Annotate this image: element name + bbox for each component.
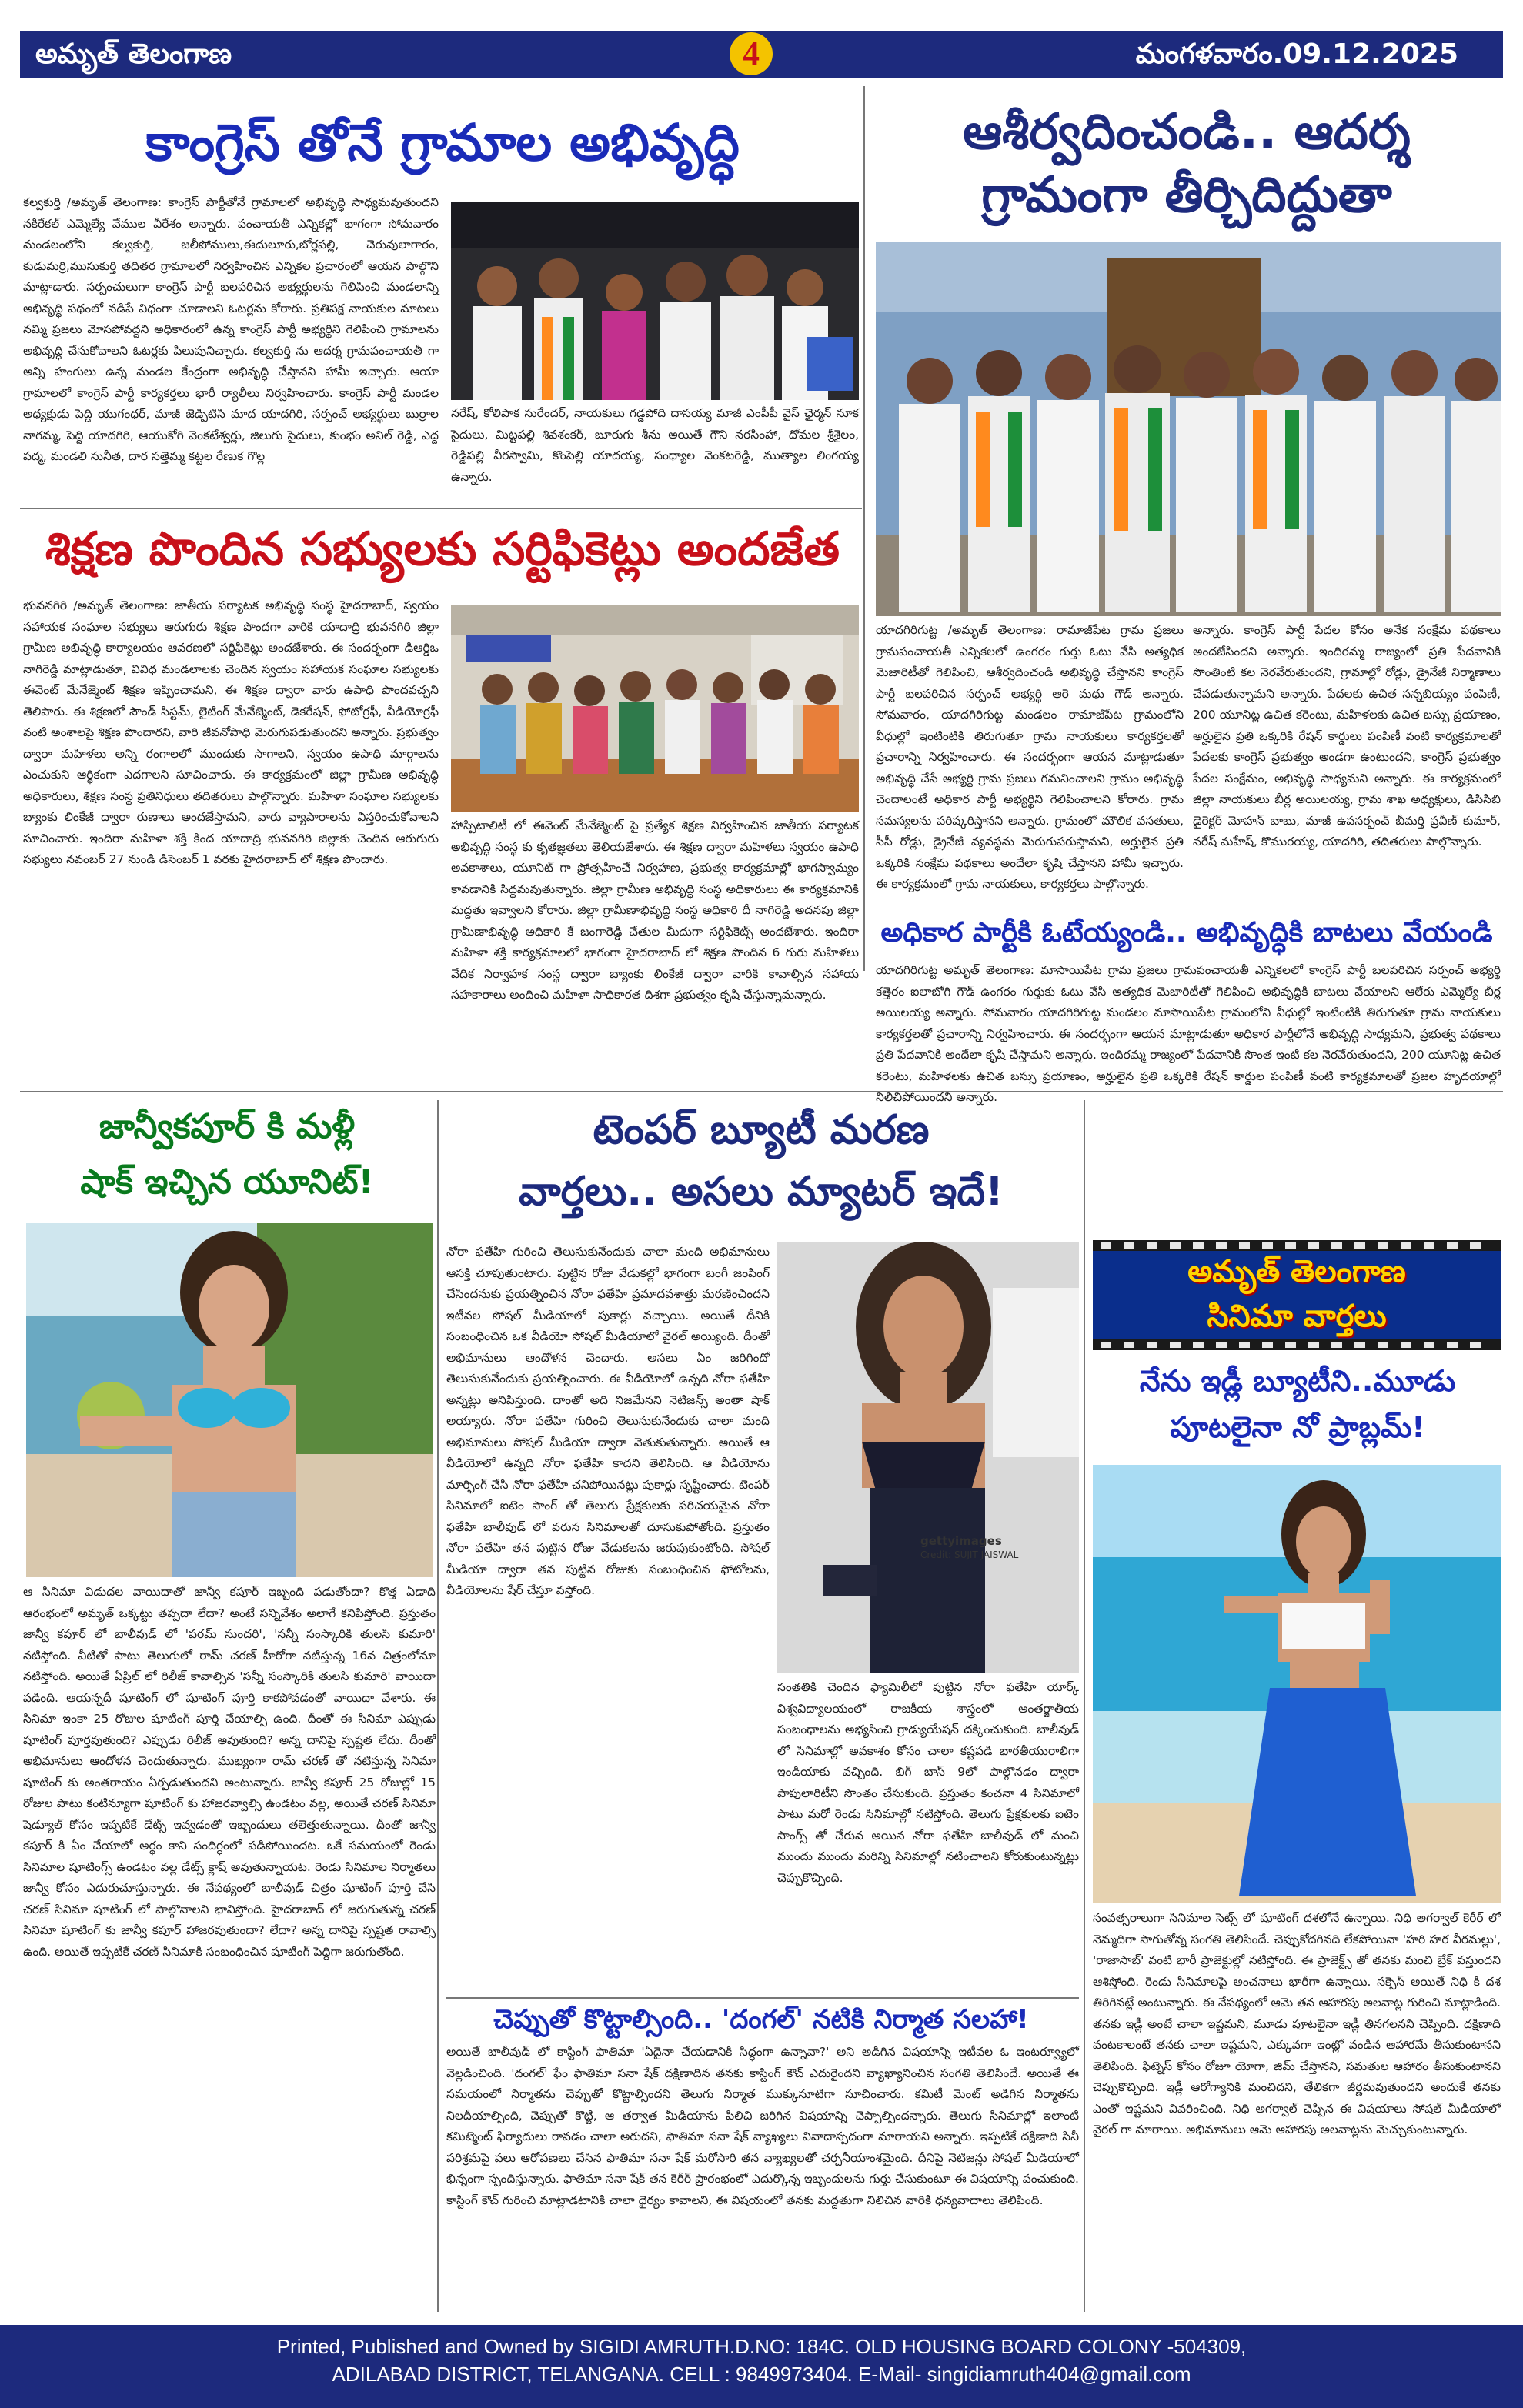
story7-body: సంవత్సరాలుగా సినిమాల సెట్స్ లో షూటింగ్ దశలోనే ఉన్నాయి. నిధి అగర్వాల్ కెరీర్ లో నెమ్మదిగా సాగుతోన్న సంగతి తెలిసిందే. చెప్పుకోదగినది లేకపోయినా 'హరి హర వీరమల్లు', 'రాజాసాబ్' వంటి భారీ ప్రాజెక్టుల్లో నటిస్తోంది. ఈ ప్రాజెక్ట్స్ తో తనకు మంచి బ్రేక్ వస్తుందని ఆశిస్తోంది. రెండు సినిమాలపై అంచనాలు భారీగా ఉన్నాయి. సక్సెస్ అయితే నిధి కి దశ తిరిగినట్లే అంటున్నారు. ఈ నేపథ్యంలో ఆమె తన ఆహారపు అలవాట్ల గురించి మాట్లాడింది. తనకు ఇడ్లీ అంటే చాలా ఇష్టమని, మూడు పూటలైనా ఇడ్లీ తినగలనని చెప్పింది. దక్షిణాది వంటకాలంటే తనకు చాలా ఇష్టమని, ఎక్కువగా ఇంట్లో వండిన ఆహారమే తీసుకుంటానని తెలిపింది. ఫిట్నెస్ కోసం రోజూ యోగా, జిమ్ చేస్తానని, సమతుల ఆహారం తీసుకుంటానని చెప్పుకొచ్చింది. ఇడ్లీ ఆరోగ్యానికి మంచిదని, తేలికగా జీర్ణమవుతుందని అందుకే తనకు ఎంతో ఇష్టమని వివరించింది. నిధి అగర్వాల్ చెప్పిన ఈ విషయాలు సోషల్ మీడియాలో వైరల్ గా మారాయి. అభిమానులు ఆమె ఆహారపు అలవాట్లను మెచ్చుకుంటున్నారు. (1093, 1911, 1501, 2136)
cinema-banner-subtitle: సినిమా వార్తలు (1207, 1299, 1387, 1334)
story3-headline: శిక్షణ పొందిన సభ్యులకు సర్టిఫికెట్లు అందజేత (45, 522, 840, 576)
story4-body: ఆ సినిమా విడుదల వాయిదాతో జాన్వీ కపూర్ ఇబ్బంది పడుతోందా? కొత్త ఏడాది ఆరంభంలో అమృత్ ఒక్కట్టు తప్పదా లేదా? అంటే సన్నివేశం అలాగే కనిపిస్తోంది. ప్రస్తుతం జాన్వీ కపూర్ లో బాలీవుడ్ లో 'పరమ్ సుందరి', 'సన్నీ సంస్కారికి తులసి కుమారి' నటిస్తోంది. వీటితో పాటు తెలుగులో రామ్ చరణ్ హీరోగా నటిస్తున్న 16వ చిత్రంలోనూ నటిస్తోంది. అయితే ఏప్రిల్ లో రిలీజ్ కావాల్సిన 'సన్నీ సంస్కారికి తులసి కుమారి' వాయిదా పడింది. ఆయన్నదీ షూటింగ్ లో షూటింగ్ పూర్తి కాకపోవడంతో వాయిదా వేశారు. ఈ సినిమా ఇంకా 25 రోజుల షూటింగ్ పూర్తి చేయాల్సి ఉంది. దీంతో ఈ సినిమా ఎప్పుడు షూటింగ్ పూర్తవుతుంది? ఎప్పుడు రిలీజ్ అవుతుంది? అన్న దానిపై స్పష్టత లేదు. దీంతో అభిమానులు ఆందోళన చెందుతున్నారు. ముఖ్యంగా రామ్ చరణ్ తో నటిస్తున్న సినిమా షూటింగ్ కు అంతరాయం ఏర్పడుతుందని అంటున్నారు. జాన్వీ కపూర్ 25 రోజుల్లో 15 రోజుల పాటు కంటిన్యూగా షూటింగ్ కు హాజరవ్వాల్సి ఉండటం వల్ల, అయితే చరణ్ సినిమా షెడ్యూల్ కోసం ఇప్పటికే డేట్స్ ఇవ్వడంతో ఇబ్బందులు తలెత్తుతున్నాయి. దీంతో జాన్వీ కపూర్ కి ఏం చేయాలో అర్థం కాని సందిగ్ధంలో పడిపోయిందట. ఒకే సమయంలో రెండు సినిమాల షూటింగ్స్ ఉండటం వల్ల డేట్స్ క్లాష్ అవుతున్నాయట. రెండు సినిమాల నిర్మాతలు జాన్వీ కోసం ఎదురుచూస్తున్నారు. ఈ నేపథ్యంలో బాలీవుడ్ చిత్రం షూటింగ్ పూర్తి చేసి చరణ్ సినిమా షూటింగ్ లో పాల్గొనాలని భావిస్తోంది. హైదరాబాద్ లో జరుగుతున్న చరణ్ సినిమా షూటింగ్ కు జాన్వీ కపూర్ హాజరవుతుందా? లేదా? అన్న దానిపై స్పష్టత రావాల్సి ఉంది. అయితే ఇప్పటికే చరణ్ సినిమాకి సంబంధించిన షూటింగ్ పెద్దిగా జరుగుతోంది. (23, 1585, 436, 1959)
column-divider (863, 86, 865, 971)
section-divider (20, 1091, 1503, 1092)
story7-headline-line1: నేను ఇడ్లీ బ్యూటీని..మూడు (1139, 1364, 1456, 1398)
story1-caption: నరేష్, కోలిపాక సురేందర్, నాయకులు గడ్డపోది దాసయ్య మాజీ ఎంపీపీ వైస్ ఛైర్మన్ నూక సైదులు, మిట్టపల్లి శివశంకర్, బూరుగు శీను అయితే గౌని నరసింహా, దోమల శ్రీశైలం, రెడ్డిపల్లి వీరస్వామి, కొంపెల్లి యాదయ్య, సంధ్యాల వెంకటరెడ్డి, ముత్యాల లింగయ్య ఉన్నారు. (451, 406, 859, 484)
section-divider (20, 508, 862, 509)
story4-headline-line1: జాన్వీకపూర్ కి మళ్లీ (99, 1107, 356, 1146)
story3-body-col1: భువనగిరి /అమృత్ తెలంగాణ: జాతీయ పర్యాటక అభివృద్ధి సంస్థ హైదరాబాద్, స్వయం సహాయక సంఘాల సభ్యులు ఆరుగురు శిక్షణ పొందగా వారికి యాదాద్రి భువనగిరి జిల్లా గ్రామీణ అభివృద్ధి కార్యాలయం ఆవరణలో సర్టిఫికెట్లు అందజేశారు. ఈ సందర్భంగా డిఆర్డిఒ నాగిరెడ్డి మాట్లాడుతూ, వివిధ మండలాలకు చెందిన స్వయం సహాయక సంఘాల సభ్యులకు ఈవెంట్ మేనేజ్మెంట్ శిక్షణ ఇప్పించామని, ఈ శిక్షణ ద్వారా వారు ఉపాధి పొందవచ్చని తెలిపారు. ఈ శిక్షణలో సౌండ్ సిస్టమ్, లైటింగ్ మేనేజ్మెంట్, డెకరేషన్, ఫోటోగ్రఫీ, వీడియోగ్రఫీ వంటి అంశాలపై శిక్షణ పొందారని, వారి జీవనోపాధి మెరుగుపడుతుందని అన్నారు. ప్రభుత్వం ద్వారా మహిళలు అన్ని రంగాలలో ముందుకు సాగాలని, స్వయం ఉపాధి మార్గాలను ఎంచుకుని ఆర్థికంగా ఎదగాలని సూచించారు. ఈ కార్యక్రమంలో జిల్లా గ్రామీణ అభివృద్ధి అధికారులు, శిక్షణ సంస్థ ప్రతినిధులు తదితరులు పాల్గొన్నారు. మహిళా సంఘాల సభ్యులకు బ్యాంకు లింకేజీ ద్వారా రుణాలు అందజేస్తామని, వారు వ్యాపారాలను విస్తరించుకోవాలని సూచించారు. ఇందిరా మహిళా శక్తి కింద యాదాద్రి భువనగిరి జిల్లాకు చెందిన ఆరుగురు సభ్యులు నవంబర్ 27 నుండి డిసెంబర్ 1 వరకు హైదరాబాద్ లో శిక్షణ పొందారు. (23, 599, 439, 866)
page-number-badge: 4 (730, 32, 773, 75)
story2-sub-body: యాదగిరిగుట్ట అమృత్ తెలంగాణ: మాసాయిపేట గ్రామ ప్రజలు గ్రామపంచాయతీ ఎన్నికలలో కాంగ్రెస్ పార్టీ బలపరిచిన సర్పంచ్ అభ్యర్థి కత్తెరం ఐలాబోగి గౌడ్ ఉంగరం గుర్తుకు ఓటు వేసి అత్యధిక మెజారిటీతో గెలిపించి అభివృద్ధికి బాటలు వేయాలని ఆలేరు ఎమ్మెల్యే బీర్ల అయిలయ్య అన్నారు. సోమవారం యాదగిరిగుట్ట మండలం మాసాయిపేట గ్రామంలోని వీధుల్లో ఇంటింటికి తిరుగుతూ గ్రామ నాయకులు కార్యకర్తలతో ప్రచారాన్ని నిర్వహించారు. ఈ సందర్భంగా ఆయన మాట్లాడుతూ అధికార పార్టీలోనే అభివృద్ధి సాధ్యమని, ప్రభుత్వ పథకాలు ప్రతి పేదవానికి అందేలా కృషి చేస్తామని అన్నారు. ఇందిరమ్మ రాజ్యంలో పేదవానికి సొంత ఇంటి కల నెరవేరుతుందని, 200 యూనిట్ల ఉచిత కరెంటు, మహిళలకు ఉచిత బస్సు ప్రయాణం, అర్హులైన ప్రతి ఒక్కరికి రేషన్ కార్డుల పంపిణీ వంటి కార్యక్రమాలతో ప్రజల హృదయాల్లో నిలిచిపోయిందని అన్నారు. (876, 963, 1501, 1104)
photo-credit-text: Credit: SUJIT JAISWAL (920, 1549, 1019, 1560)
cinema-banner-title: అమృత్ తెలంగాణ (1187, 1254, 1406, 1289)
story4-headline-line2: షాక్ ఇచ్చిన యూనిట్! (80, 1162, 374, 1202)
footer-line1: Printed, Published and Owned by SIGIDI AMRUTH.D.NO: 184C. OLD HOUSING BOARD COLONY -504309, (276, 2335, 1247, 2358)
story5-body-col1: నోరా ఫతేహి గురించి తెలుసుకునేందుకు చాలా మంది అభిమానులు ఆసక్తి చూపుతుంటారు. పుట్టిన రోజు వేడుకల్లో భాగంగా బంగీ జంపింగ్ చేసిందనుకు ప్రయత్నించిన నోరా ఫతేహి ప్రమాదవశాత్తు మరణించిందని ఇటీవల సోషల్ మీడియాలో పుకార్లు వచ్చాయి. అయితే దీనికి సంబంధించిన ఒక వీడియో సోషల్ మీడియాలో వైరల్ అయ్యింది. దీంతో అభిమానులు ఆందోళన చెందారు. అసలు ఏం జరిగిందో తెలుసుకునేందుకు ప్రయత్నించారు. ఈ వీడియోలో ఉన్నది నోరా ఫతేహి అన్నట్లు అనిపిస్తుంది. దాంతో అది నిజమేనని నెటిజన్స్ అంతా షాక్ అయ్యారు. నోరా ఫతేహి గురించి తెలుసుకునేందుకు చాలా మంది అభిమానులు సోషల్ మీడియా ద్వారా వెతుకుతున్నారు. అయితే ఆ వీడియోలో ఉన్నది నోరా ఫతేహి కాదని తెలిసింది. ఆ వీడియోను మార్ఫింగ్ చేసి నోరా ఫతేహి చనిపోయినట్లు పుకార్లు సృష్టించారు. టెంపర్ సినిమాలో ఐటెం సాంగ్ తో తెలుగు ప్రేక్షకులకు పరిచయమైన నోరా ఫతేహి బాలీవుడ్ లో వరుస సినిమాలతో దూసుకుపోతోంది. ప్రస్తుతం నోరా ఫతేహి తన పుట్టిన రోజు వేడుకలను జరుపుకుంటోంది. సోషల్ మీడియా ద్వారా తన పుట్టిన రోజుకు సంబంధించిన ఫోటోలను, వీడియోలను షేర్ చేస్తూ వస్తోంది. (446, 1245, 770, 1597)
story5-headline-line1: టెంపర్ బ్యూటీ మరణ (593, 1107, 930, 1153)
story2-body-col2: అన్నారు. కాంగ్రెస్ పార్టీ పేదల కోసం అనేక సంక్షేమ పథకాలు అందజేసిందని అన్నారు. ఇందిరమ్మ రాజ్యంలో ప్రతి పేదవానికి సొంతింటి కల నెరవేరుతుందని, గ్రామాల్లో రోడ్లు, డ్రైనేజీ నిర్మాణాలు చేపడుతున్నామని అన్నారు. పేదలకు ఉచిత సన్నబియ్యం పంపిణీ, 200 యూనిట్ల ఉచిత కరెంటు, మహిళలకు ఉచిత బస్సు ప్రయాణం, అర్హులైన ప్రతి ఒక్కరికి రేషన్ కార్డులు పంపిణీ వంటి కార్యక్రమాలతో పేదలకు కాంగ్రెస్ ప్రభుత్వం అండగా ఉంటుందని, కాంగ్రెస్ ప్రభుత్వం పేదల సంక్షేమం, అభివృద్ధి సాధ్యమని అన్నారు. ఈ కార్యక్రమంలో జిల్లా నాయకులు బీర్ల అయిలయ్య, గ్రామ శాఖ అధ్యక్షులు, డిసిసిబి డైరెక్టర్ మోహన్ బాబు, మాజీ ఉపసర్పంచ్ బీమర్తి ప్రవీణ్ కుమార్, నరేష్ మహేష్, కొమురయ్య, యాదగిరి, తదితరులు పాల్గొన్నారు. (1193, 623, 1501, 849)
story2-photo (876, 242, 1501, 616)
story2-headline-line1: ఆశీర్వదించండి.. ఆదర్శ (963, 104, 1411, 161)
story6-body: అయితే బాలీవుడ్ లో కాస్టింగ్ ఫాతిమా 'ఏదైనా చేయడానికి సిద్ధంగా ఉన్నావా?' అని అడిగిన విషయాన్ని ఇటీవల ఓ ఇంటర్వ్యూలో వెల్లడించింది. 'దంగల్' ఫేం ఫాతిమా సనా షేక్ దక్షిణాదిన తనకు కాస్టింగ్ కౌచ్ ఎదురైందని వ్యాఖ్యానించిన సంగతి తెలిసిందే. అయితే ఈ సమయంలో నిర్మాతను చెప్పుతో కొట్టాల్సిందని తెలుగు నిర్మాత ముక్కుసూటిగా సూచించారు. కమిటీ మెంట్ అడిగిన నిర్మాతను నిలదీయాల్సింది, చెప్పుతో కొట్టి, ఆ తర్వాత మీడియాను పిలిచి జరిగిన విషయాన్ని చెప్పాల్సిందన్నారు. తెలుగు సినిమాల్లో ఇలాంటి కమిట్మెంట్ ఫిర్యాదులు రావడం చాలా అరుదని, ఫాతిమా సనా షేక్ వ్యాఖ్యలు వివాదాస్పదంగా మారాయని అన్నారు. ఇప్పటికే దక్షిణాది సినీ పరిశ్రమపై పలు ఆరోపణలు చేసిన ఫాతిమా సనా షేక్ మరోసారి తన వ్యాఖ్యలతో చర్చనీయాంశమైంది. దీనిపై నెటిజన్లు సోషల్ మీడియాలో భిన్నంగా స్పందిస్తున్నారు. ఫాతిమా సనా షేక్ తన కెరీర్ ప్రారంభంలో ఎదుర్కొన్న ఇబ్బందులను గుర్తు చేసుకుంటూ ఈ విషయాన్ని పంచుకుంది. కాస్టింగ్ కౌచ్ గురించి మాట్లాడటానికి చాలా ధైర్యం కావాలని, ఈ విషయంలో తనకు మద్దతుగా నిలిచిన వారికి ధన్యవాదాలు తెలిపింది. (446, 2045, 1079, 2207)
story7-headline-line2: పూటలైనా నో ప్రాబ్లమ్! (1170, 1410, 1425, 1444)
story6-headline: చెప్పుతో కొట్టాల్సింది.. 'దంగల్' నటికి నిర్మాత సలహా! (493, 2004, 1029, 2035)
imprint-footer (0, 2325, 1523, 2408)
story5-body-col2: సంతతికి చెందిన ఫ్యామిలీలో పుట్టిన నోరా ఫతేహి యార్క్ విశ్వవిద్యాలయంలో రాజకీయ శాస్త్రంలో అంతర్జాతీయ సంబంధాలను అభ్యసించి గ్రాడ్యుయేషన్ దక్కించుకుంది. బాలీవుడ్ లో సినిమాల్లో అవకాశం కోసం చాలా కష్టపడి భారతీయురాలిగా ఇండియాకు వచ్చింది. బిగ్ బాస్ 9లో పాల్గొనడం ద్వారా పాపులారిటీని సొంతం చేసుకుంది. ప్రస్తుతం కంచనా 4 సినిమాలో పాటు మరో రెండు సినిమాల్లో నటిస్తోంది. తెలుగు ప్రేక్షకులకు ఐటెం సాంగ్స్ తో చేరువ అయిన నోరా ఫతేహి బాలీవుడ్ లో మంచి ముందు ముందు మరిన్ని సినిమాల్లో నటించాలని కోరుకుంటున్నట్లు చెప్పుకొచ్చింది. (777, 1680, 1079, 1885)
story2-headline-line2: గ్రామంగా తీర్చిదిద్దుతా (981, 167, 1392, 224)
photo-credit-brand: gettyimages (920, 1534, 1002, 1548)
column-divider (437, 1100, 439, 2312)
paper-name: అమృత్ తెలంగాణ (35, 38, 232, 70)
story7-photo (1093, 1465, 1501, 1903)
story3-photo (451, 605, 859, 812)
story4-photo (26, 1223, 433, 1577)
story2-subhead: అధికార పార్టీకి ఓటేయ్యండి.. అభివృద్ధికి బాటలు వేయండి (880, 917, 1493, 949)
issue-date: మంగళవారం.09.12.2025 (1135, 38, 1458, 70)
story1-photo (451, 202, 859, 400)
story2-body-col1: యాదగిరిగుట్ట /అమృత్ తెలంగాణ: రామాజీపేట గ్రామ ప్రజలు గ్రామపంచాయతీ ఎన్నికలలో ఉంగరం గుర్తు ఓటు వేసి అత్యధిక మెజారిటీతో గెలిపించి, ఆశీర్వదించండి అభివృద్ధి చేస్తానని కాంగ్రెస్ పార్టీ బలపరిచిన సర్పంచ్ అభ్యర్థి ఆరె మధు గౌడ్ అన్నారు. సోమవారం, యాదగిరిగుట్ట మండలం రామాజీపేట గ్రామంలోని వీధుల్లో ఇంటింటికి తిరుగుతూ గ్రామ నాయకులు కార్యకర్తలతో ప్రచారాన్ని నిర్వహించారు. ఈ సందర్భంగా ఆయన మాట్లాడుతూ అభివృద్ధి చేసే అభ్యర్థి గ్రామ ప్రజలు గమనించాలని గ్రామం అభివృద్ధి చెందాలంటే అధికార పార్టీ అభ్యర్థిని గెలిపించాలని కోరారు. గ్రామ సమస్యలను పరిష్కరిస్తానని అన్నారు. గ్రామంలో మౌలిక వసతులు, సీసీ రోడ్లు, డ్రైనేజీ వ్యవస్థను మెరుగుపరుస్తామని, అర్హులైన ప్రతి ఒక్కరికి సంక్షేమ పథకాలు అందేలా కృషి చేస్తానని హామీ ఇచ్చారు. ఈ కార్యక్రమంలో గ్రామ నాయకులు, కార్యకర్తలు పాల్గొన్నారు. (876, 623, 1184, 891)
story-divider (446, 1997, 1079, 1999)
column-divider (1084, 1100, 1085, 2312)
cinema-news-banner (1093, 1240, 1501, 1350)
story1-body: కల్వకుర్తి /అమృత్ తెలంగాణ: కాంగ్రెస్ పార్టీతోనే గ్రామాలలో అభివృద్ధి సాధ్యమవుతుందని నకిరేకల్ ఎమ్మెల్యే వేముల వీరేశం అన్నారు. పంచాయతీ ఎన్నికల్లో భాగంగా సోమవారం మండలంలోని కల్వకుర్తి, జలీపోములు,ఈదులూరు,బోర్లపల్లి, చెరువులాగారం, కుడుమర్రి,ముసుకుర్తి తదితర గ్రామాలలో నిర్వహించిన ఎన్నికల ప్రచారంలో ఆయన పాల్గొని మాట్లాడారు. సర్పంచులుగా కాంగ్రెస్ పార్టీ బలపరిచిన అభ్యర్థులను గెలిపించి మండలాన్ని అభివృద్ధి పథంలో నడిపే విధంగా చూడాలని ఓటర్లను కోరారు. ప్రతిపక్ష నాయకుల మాటలు నమ్మి ప్రజలు మోసపోవద్దని అధికారంలో ఉన్న కాంగ్రెస్ పార్టీ అభ్యర్థిని గెలిపించి గ్రామాలను అభివృద్ధి చేసుకోవాలని ఓటర్లకు పిలుపునిచ్చారు. కల్వకుర్తి ను ఆదర్శ గ్రామపంచాయతీ గా అన్ని హంగులు ఉన్న మండల కేంద్రంగా అభివృద్ధి చేస్తానని హామీ ఇచ్చారు. ఆయా గ్రామాలలో కాంగ్రెస్ పార్టీ కార్యకర్తలు భారీ ర్యాలీలు నిర్వహించారు. కాంగ్రెస్ పార్టీ మండల అధ్యక్షుడు పెద్ది యుగంధర్, మాజీ జెడ్పిటిసి మాద యాదగిరి, సర్పంచ్ అభ్యర్థులు బుర్రాల నాగమ్మ, పెద్ది యాదగిరి, ఆయుకోగి వెంకటేశ్వర్లు, జిలుగు సైదులు, కుంభం అనిల్ రెడ్డి, ఎద్ద పద్మ, మండలి సునీత, దార సత్తెమ్మ కట్టల రేణుక గొల్ల (23, 195, 439, 463)
story3-body-col2: హాస్పిటాలిటీ లో ఈవెంట్ మేనేజ్మెంట్ పై ప్రత్యేక శిక్షణ నిర్వహించిన జాతీయ పర్యాటక అభివృద్ధి సంస్థ కు కృతజ్ఞతలు తెలియజేశారు. ఈ శిక్షణ ద్వారా మహిళలు స్వయం ఉపాధి అవకాశాలు, యూనిట్ గా ప్రోత్సహించే నిర్వహణ, ప్రభుత్వ కార్యక్రమాల్లో భాగస్వామ్యం కావడానికి సిద్ధమవుతున్నారు. జిల్లా గ్రామీణ అభివృద్ధి సంస్థ అధికారులు ఈ కార్యక్రమానికి మద్దతు ఇవ్వాలని కోరారు. జిల్లా గ్రామీణాభివృద్ధి సంస్థ అధికారి దీ నాగిరెడ్డి అదనపు జిల్లా గ్రామీణాభివృద్ధి అధికారి కే జంగారెడ్డి చేతుల మీదుగా సర్టిఫికెట్స్ అందజేశారు. ఇందిరా మహిళా శక్తి కార్యక్రమాలలో భాగంగా హైదరాబాద్ లో శిక్షణ పొందిన 6 గురు మహిళలు వేదిక నిర్వాహక సంస్థ ద్వారా బ్యాంకు లింకేజీ ద్వారా వారికి కావాల్సిన సహాయ సహకారాలు అందించి మహిళా సాధికారత దిశగా ప్రభుత్వం కృషి చేస్తున్నామన్నారు. (451, 819, 859, 1002)
footer-line2: ADILABAD DISTRICT, TELANGANA. CELL : 9849973404. E-Mail- singidiamruth404@gmail.com (332, 2363, 1191, 2386)
story1-headline: కాంగ్రెస్ తోనే గ్రామాల అభివృద్ధి (145, 113, 740, 172)
story5-photo (777, 1242, 1079, 1673)
story5-headline-line2: వార్తలు.. అసలు మ్యాటర్ ఇదే! (519, 1169, 1004, 1215)
